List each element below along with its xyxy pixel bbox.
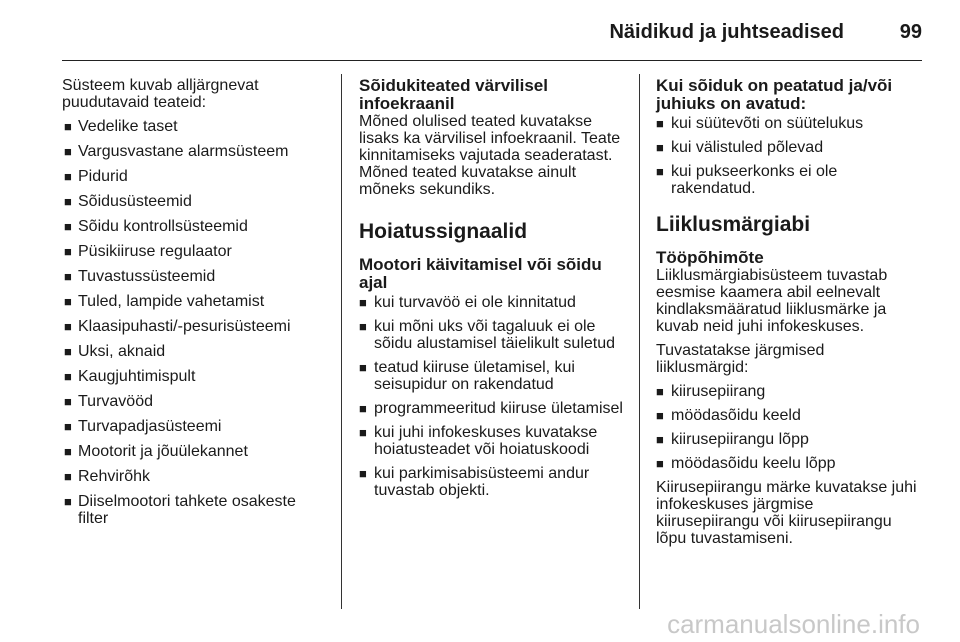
column-divider-2 [639, 74, 640, 609]
list-item [359, 465, 629, 499]
list-item-text: Sõidu kontrollsüsteemid [78, 218, 248, 235]
list-item [62, 393, 334, 410]
list-item-text: teatud kiiruse ületamisel, kui seisupidur on rakendatud [374, 359, 575, 393]
list-item-text: kui välistuled põlevad [671, 139, 824, 156]
middle-list [359, 294, 629, 499]
list-item-text: Turvavööd [78, 393, 153, 410]
bullet-icon: ■ [64, 144, 72, 159]
list-item-text: kiirusepiirangu lõpp [671, 431, 809, 448]
right-column [656, 77, 931, 554]
bullet-icon: ■ [64, 194, 72, 209]
bullet-icon: ■ [64, 269, 72, 284]
bullet-icon: ■ [656, 432, 664, 447]
list-item [62, 368, 334, 385]
bullet-icon: ■ [359, 425, 367, 440]
bullet-icon: ■ [656, 456, 664, 471]
right-heading: Kui sõiduk on peatatud ja/või juhiuks on avatud: [656, 76, 893, 113]
list-item-text: möödasõidu keeld [671, 407, 801, 424]
list-item-text: Tuvastussüsteemid [78, 268, 216, 285]
list-item-text: kui parkimisabisüsteemi andur tuvastab objekti. [374, 465, 590, 499]
list-item-text: kui süütevõti on süütelukus [671, 115, 864, 132]
right-paragraph-1: Liiklusmärgiabisüsteem tuvastab eesmise kaamera abil eelnevalt kindlaksmääratud liiklusmärke ja kuvab neid juhi infokeskuses. [656, 267, 888, 335]
list-item [359, 294, 629, 311]
bullet-icon: ■ [64, 394, 72, 409]
list-item [62, 143, 334, 160]
bullet-icon: ■ [359, 360, 367, 375]
section-heading-traffic-signs: Liiklusmärgiabi [656, 213, 811, 236]
bullet-icon: ■ [656, 408, 664, 423]
list-item [656, 407, 931, 424]
list-item [62, 443, 334, 460]
bullet-icon: ■ [64, 469, 72, 484]
bullet-icon: ■ [656, 384, 664, 399]
list-item-text: kui turvavöö ei ole kinnitatud [374, 294, 576, 311]
list-item [656, 163, 931, 197]
bullet-icon: ■ [64, 294, 72, 309]
bullet-icon: ■ [359, 466, 367, 481]
bullet-icon: ■ [64, 119, 72, 134]
list-item-text: Mootorit ja jõuülekannet [78, 443, 248, 460]
right-subheading: Tööpõhimõte [656, 248, 764, 267]
bullet-icon: ■ [359, 401, 367, 416]
list-item-text: kiirusepiirang [671, 383, 766, 400]
list-item [62, 493, 334, 527]
list-item-text: Vargusvastane alarmsüsteem [78, 143, 289, 160]
bullet-icon: ■ [656, 116, 664, 131]
list-item-text: Turvapadjasüsteemi [78, 418, 222, 435]
bullet-icon: ■ [64, 369, 72, 384]
list-item [62, 418, 334, 435]
list-item [359, 318, 629, 352]
list-item-text: kui pukseerkonks ei ole rakendatud. [671, 163, 838, 197]
list-item-text: Rehvirõhk [78, 468, 151, 485]
list-item [62, 293, 334, 310]
bullet-icon: ■ [64, 244, 72, 259]
list-item-text: Püsikiiruse regulaator [78, 243, 232, 260]
bullet-icon: ■ [64, 494, 72, 509]
list-item [656, 455, 931, 472]
list-item-text: Kaugjuhtimispult [78, 368, 196, 385]
section-heading-warnings: Hoiatussignaalid [359, 220, 528, 243]
right-list-1 [656, 115, 931, 197]
middle-column [359, 77, 629, 506]
bullet-icon: ■ [64, 169, 72, 184]
list-item-text: kui juhi infokeskuses kuvatakse hoiatusteadet või hoiatuskoodi [374, 424, 598, 458]
list-item-text: Tuled, lampide vahetamist [78, 293, 265, 310]
header-rule [62, 60, 922, 61]
column-divider-1 [341, 74, 342, 609]
list-item [359, 359, 629, 393]
list-item-text: Sõidusüsteemid [78, 193, 192, 210]
list-item [656, 139, 931, 156]
bullet-icon: ■ [359, 295, 367, 310]
middle-heading: Sõidukiteated värvilisel infoekraanil [359, 76, 548, 113]
list-item [62, 268, 334, 285]
page-number: 99 [899, 21, 922, 43]
left-intro: Süsteem kuvab alljärgnevat puudutavaid teateid: [62, 77, 259, 111]
list-item-text: kui mõni uks või tagaluuk ei ole sõidu alustamisel täielikult suletud [374, 318, 616, 352]
list-item [656, 383, 931, 400]
list-item [62, 168, 334, 185]
list-item [62, 243, 334, 260]
list-item-text: Uksi, aknaid [78, 343, 166, 360]
list-item [62, 468, 334, 485]
bullet-icon: ■ [64, 344, 72, 359]
right-paragraph-3: Kiirusepiirangu märke kuvatakse juhi infokeskuses järgmise kiirusepiirangu või kiirusepiirangu lõpu tuvastamiseni. [656, 479, 917, 547]
right-list-2 [656, 383, 931, 472]
list-item [359, 424, 629, 458]
left-list [62, 118, 334, 527]
bullet-icon: ■ [656, 164, 664, 179]
bullet-icon: ■ [64, 219, 72, 234]
right-paragraph-2: Tuvastatakse järgmised liiklusmärgid: [656, 342, 825, 376]
list-item-text: Vedelike taset [78, 118, 178, 135]
list-item [359, 400, 629, 417]
left-column [62, 77, 334, 535]
middle-subheading: Mootori käivitamisel või sõidu ajal [359, 255, 602, 292]
list-item-text: Diiselmootori tahkete osakeste filter [78, 493, 296, 527]
watermark: carmanualsonline.info [667, 609, 920, 639]
bullet-icon: ■ [64, 419, 72, 434]
list-item-text: Pidurid [78, 168, 128, 185]
list-item [62, 193, 334, 210]
bullet-icon: ■ [656, 140, 664, 155]
middle-paragraph: Mõned olulised teated kuvatakse lisaks ka värvilisel infoekraanil. Teate kinnitamiseks vajutada seaderatast. Mõned teated kuvatakse ainult mõneks sekundiks. [359, 113, 621, 198]
list-item [62, 118, 334, 135]
list-item [62, 318, 334, 335]
page-title: Näidikud ja juhtseadised [609, 21, 844, 43]
list-item [656, 115, 931, 132]
bullet-icon: ■ [359, 319, 367, 334]
bullet-icon: ■ [64, 444, 72, 459]
list-item-text: Klaasipuhasti/-pesurisüsteemi [78, 318, 291, 335]
list-item-text: programmeeritud kiiruse ületamisel [374, 400, 623, 417]
list-item-text: möödasõidu keelu lõpp [671, 455, 836, 472]
list-item [62, 218, 334, 235]
list-item [62, 343, 334, 360]
list-item [656, 431, 931, 448]
bullet-icon: ■ [64, 319, 72, 334]
